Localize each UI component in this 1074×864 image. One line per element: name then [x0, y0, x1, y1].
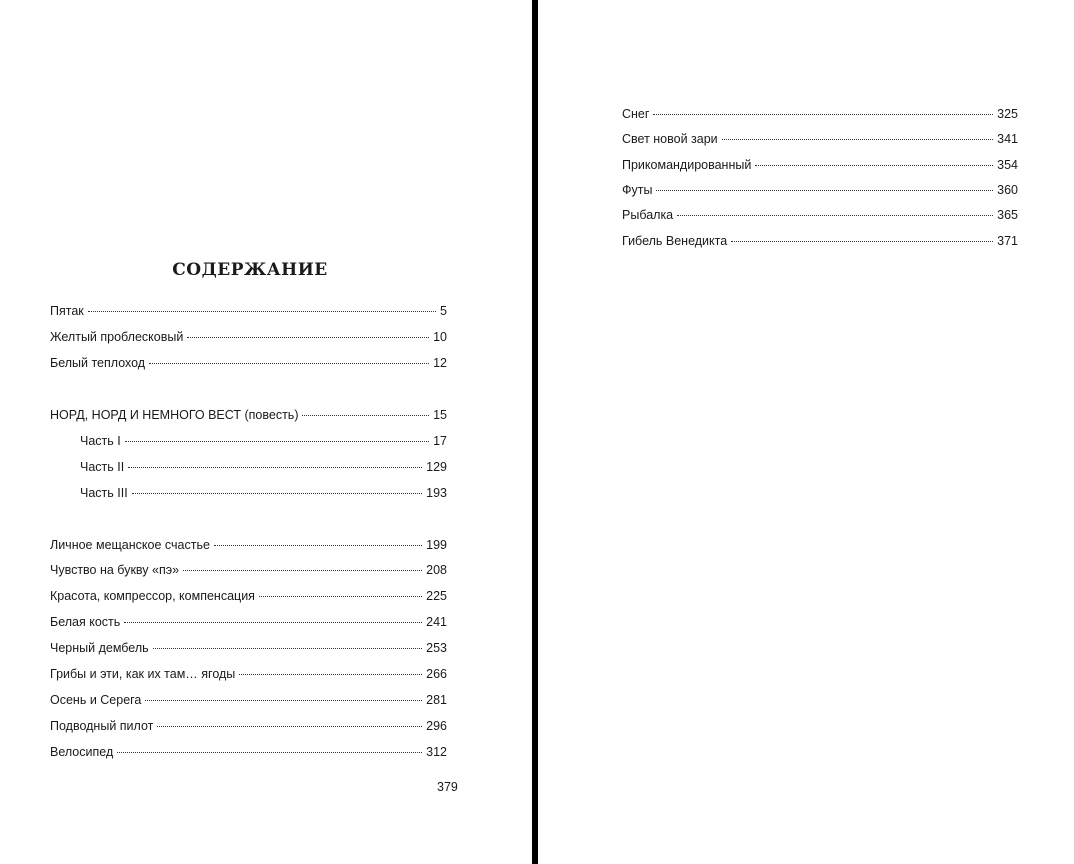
toc-entry-title: Свет новой зари: [622, 132, 718, 146]
toc-entry[interactable]: [50, 537, 447, 553]
dot-leader: [755, 165, 993, 166]
toc-entry[interactable]: [50, 562, 447, 578]
toc-entry-title: Пятак: [50, 304, 84, 318]
toc-entry[interactable]: [50, 692, 447, 708]
dot-leader: [183, 570, 422, 571]
toc-entry-page: 12: [433, 356, 447, 370]
toc-entry[interactable]: [50, 303, 447, 319]
dot-leader: [187, 337, 429, 338]
dot-leader: [124, 622, 422, 623]
toc-entry-page: 208: [426, 563, 447, 577]
toc-entry-page: 129: [426, 460, 447, 474]
dot-leader: [88, 311, 436, 312]
toc-entry-title: Рыбалка: [622, 208, 674, 222]
toc-entry-title: Белая кость: [50, 615, 121, 629]
toc-entry[interactable]: [622, 106, 1018, 122]
dot-leader: [722, 139, 993, 140]
toc-entry-page: 296: [426, 719, 447, 733]
page-number: 379: [437, 780, 458, 794]
toc-entry-title: Желтый проблесковый: [50, 330, 184, 344]
dot-leader: [677, 215, 993, 216]
toc-heading: СОДЕРЖАНИЕ: [172, 260, 328, 280]
toc-entry-page: 15: [433, 408, 447, 422]
dot-leader: [653, 114, 993, 115]
toc-entry[interactable]: [50, 744, 447, 760]
dot-leader: [731, 241, 993, 242]
toc-entry-page: 266: [426, 667, 447, 681]
toc-entry[interactable]: [50, 718, 447, 734]
toc-entry-title: Часть I: [80, 434, 121, 448]
toc-entry-page: 360: [997, 183, 1018, 197]
toc-entry[interactable]: [50, 666, 447, 682]
toc-entry-title: Черный дембель: [50, 641, 149, 655]
dot-leader: [145, 700, 422, 701]
toc-entry[interactable]: [622, 233, 1018, 249]
toc-entry-page: 10: [433, 330, 447, 344]
toc-entry-page: 341: [997, 132, 1018, 146]
toc-subentry[interactable]: [80, 459, 447, 475]
toc-entry[interactable]: [622, 207, 1018, 223]
toc-entry-title: Личное мещанское счастье: [50, 538, 210, 552]
dot-leader: [125, 441, 429, 442]
toc-entry-section[interactable]: [50, 407, 447, 423]
toc-entry-page: 325: [997, 107, 1018, 121]
toc-entry-page: 371: [997, 234, 1018, 248]
toc-entry[interactable]: [50, 355, 447, 371]
toc-entry-title: Велосипед: [50, 745, 114, 759]
dot-leader: [214, 545, 422, 546]
left-page: [0, 0, 532, 864]
dot-leader: [128, 467, 422, 468]
toc-entry-title: Футы: [622, 183, 653, 197]
toc-entry[interactable]: [50, 640, 447, 656]
dot-leader: [656, 190, 993, 191]
dot-leader: [153, 648, 423, 649]
dot-leader: [132, 493, 422, 494]
dot-leader: [149, 363, 429, 364]
toc-entry-title: Прикомандированный: [622, 158, 752, 172]
toc-entry-page: 365: [997, 208, 1018, 222]
dot-leader: [157, 726, 422, 727]
toc-entry-title: Гибель Венедикта: [622, 234, 728, 248]
toc-entry-title: Красота, компрессор, компенсация: [50, 589, 255, 603]
toc-entry-page: 5: [440, 304, 447, 318]
toc-entry[interactable]: [50, 329, 447, 345]
toc-entry-page: 241: [426, 615, 447, 629]
toc-entry-title: Часть II: [80, 460, 125, 474]
toc-entry[interactable]: [50, 614, 447, 630]
toc-subentry[interactable]: [80, 433, 447, 449]
toc-entry-title: НОРД, НОРД И НЕМНОГО ВЕСТ (повесть): [50, 408, 299, 422]
dot-leader: [259, 596, 422, 597]
dot-leader: [239, 674, 422, 675]
toc-entry-title: Грибы и эти, как их там… ягоды: [50, 667, 236, 681]
toc-entry-page: 354: [997, 158, 1018, 172]
dot-leader: [117, 752, 422, 753]
toc-entry-title: Подводный пилот: [50, 719, 154, 733]
toc-entry-page: 193: [426, 486, 447, 500]
toc-entry[interactable]: [622, 131, 1018, 147]
toc-entry-title: Снег: [622, 107, 650, 121]
toc-entry-page: 312: [426, 745, 447, 759]
toc-entry-title: Часть III: [80, 486, 128, 500]
toc-entry-title: Чувство на букву «пэ»: [50, 563, 180, 577]
toc-entry-title: Осень и Серега: [50, 693, 142, 707]
toc-entry-page: 281: [426, 693, 447, 707]
dot-leader: [302, 415, 429, 416]
toc-subentry[interactable]: [80, 485, 447, 501]
toc-entry[interactable]: [622, 182, 1018, 198]
toc-entry[interactable]: [622, 157, 1018, 173]
toc-entry-title: Белый теплоход: [50, 356, 146, 370]
right-page: [538, 0, 1074, 864]
toc-entry-page: 253: [426, 641, 447, 655]
toc-entry-page: 199: [426, 538, 447, 552]
toc-entry[interactable]: [50, 588, 447, 604]
toc-entry-page: 17: [433, 434, 447, 448]
toc-entry-page: 225: [426, 589, 447, 603]
